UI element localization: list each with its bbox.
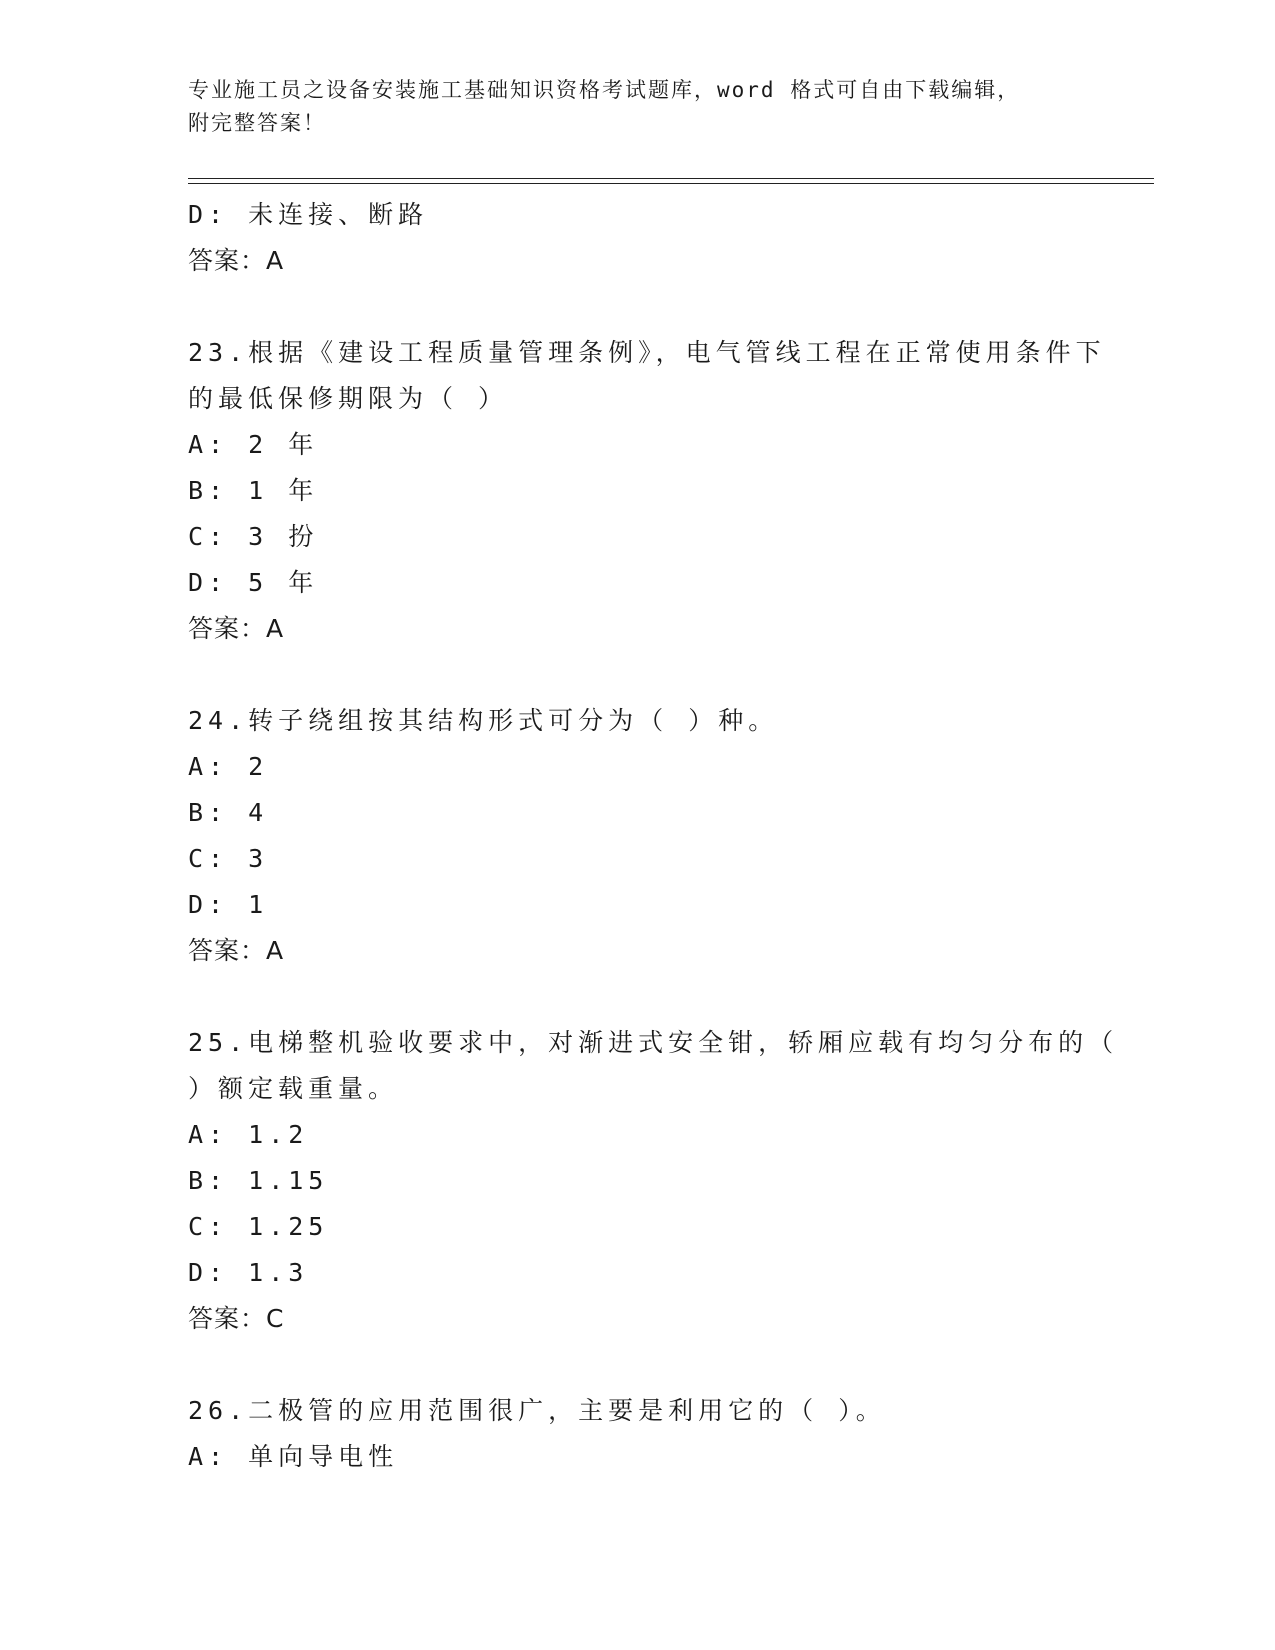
question-24-answer: 答案：A <box>188 936 285 965</box>
question-23-stem-line2: 的最低保修期限为（ ） <box>188 384 509 413</box>
question-25-stem-line1: 25.电梯整机验收要求中，对渐进式安全钳，轿厢应载有均匀分布的（ <box>188 1028 1119 1057</box>
question-25-option-a: A: 1.2 <box>188 1120 309 1149</box>
document-body <box>188 192 1119 1480</box>
prev-option-d: D: 未连接、断路 <box>188 200 429 229</box>
header-title-line1: 专业施工员之设备安装施工基础知识资格考试题库，word 格式可自由下载编辑， <box>188 78 1021 102</box>
spacer <box>188 284 1088 330</box>
question-25-option-b: B: 1.15 <box>188 1166 329 1195</box>
question-23-option-c: C: 3 扮 <box>188 522 319 551</box>
spacer <box>188 1342 1088 1388</box>
question-23-option-d: D: 5 年 <box>188 568 319 597</box>
question-23-stem-line1: 23.根据《建设工程质量管理条例》，电气管线工程在正常使用条件下 <box>188 338 1106 367</box>
question-24-option-b: B: 4 <box>188 798 269 827</box>
question-25 <box>188 1020 1119 1342</box>
question-23-answer: 答案：A <box>188 614 285 643</box>
question-24-stem-line1: 24.转子绕组按其结构形式可分为（ ）种。 <box>188 706 779 735</box>
question-24-option-a: A: 2 <box>188 752 269 781</box>
question-23-option-a: A: 2 年 <box>188 430 319 459</box>
question-26 <box>188 1388 1088 1480</box>
spacer <box>188 974 1088 1020</box>
question-23 <box>188 330 1106 652</box>
spacer <box>188 652 1088 698</box>
question-24-option-c: C: 3 <box>188 844 269 873</box>
page-header <box>188 74 1068 140</box>
question-25-option-d: D: 1.3 <box>188 1258 309 1287</box>
question-24 <box>188 698 1088 974</box>
question-24-option-d: D: 1 <box>188 890 269 919</box>
question-25-option-c: C: 1.25 <box>188 1212 329 1241</box>
question-25-stem-line2: ）额定载重量。 <box>188 1074 399 1103</box>
question-25-answer: 答案：C <box>188 1304 285 1333</box>
header-divider-top <box>188 178 1154 179</box>
header-title-line2: 附完整答案！ <box>188 111 326 135</box>
question-26-option-a: A: 单向导电性 <box>188 1442 399 1471</box>
question-23-option-b: B: 1 年 <box>188 476 319 505</box>
header-divider-bottom <box>188 183 1154 184</box>
prev-answer: 答案：A <box>188 246 285 275</box>
question-26-stem-line1: 26.二极管的应用范围很广，主要是利用它的（ ）。 <box>188 1396 886 1425</box>
